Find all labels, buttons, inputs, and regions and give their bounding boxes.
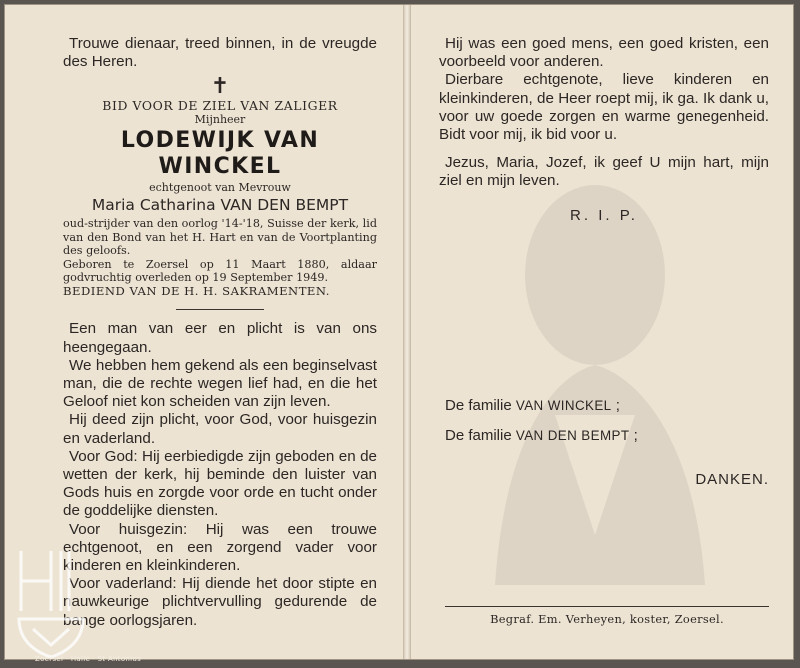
spouse-name: Maria Catharina VAN DEN BEMPT [91, 196, 349, 215]
divider [176, 309, 264, 310]
prayer-line: BID VOOR DE ZIEL VAN ZALIGER [102, 98, 338, 114]
paragraph: Jezus, Maria, Jozef, ik geef U mijn hart, mijn ziel en mijn leven. [439, 154, 769, 190]
bottom-rule [445, 606, 769, 607]
family-line-2 [445, 427, 638, 445]
collection-caption: Zoersel · Halle · St Antonius [35, 655, 142, 663]
family-name: VAN DEN BEMPT [515, 428, 630, 443]
deceased-name: LODEWIJK VAN WINCKEL [120, 128, 320, 180]
paragraph: Hij deed zijn plicht, voor God, voor huisgezin en vaderland. [63, 411, 377, 447]
family-prefix: De familie [445, 397, 512, 414]
birth-death: Geboren te Zoersel op 11 Maart 1880, aldaar godvruchtig overleden op 19 September 1949. [63, 257, 377, 285]
cross-icon: ✝ [210, 74, 230, 100]
paragraph: Voor God: Hij eerbiedigde zijn geboden en de wetten der kerk, hij beminde den luister van Gods huis en zorgde voor orde en tucht onder de goddelijke diensten. [63, 447, 377, 520]
family-suffix: ; [633, 427, 638, 444]
collection-logo [11, 541, 89, 661]
family-line-1 [445, 397, 620, 415]
paragraph: Voor vaderland: Hij diende het door stipte en nauwkeurige plichtvervulling gedurende de bange oorlogsjaren. [63, 575, 377, 629]
paragraph: We hebben hem gekend als een beginselvast man, die de rechte wegen lief had, en die het Geloof niet kon scheiden van zijn leven. [63, 356, 377, 411]
memorial-card [4, 4, 794, 663]
intro-text: Trouwe dienaar, treed binnen, in de vreugde des Heren. [63, 35, 377, 71]
thanks-text: DANKEN. [695, 471, 769, 488]
spouse-intro: echtgenoot van Mevrouw [149, 181, 291, 195]
biography: oud-strijder van den oorlog '14-'18, Suisse der kerk, lid van den Bond van het H. Hart en van de Voortplanting des geloofs. [63, 217, 377, 258]
paragraph: Een man van eer en plicht is van ons heengegaan. [63, 320, 377, 356]
family-suffix: ; [615, 397, 620, 414]
burial-credit: Begraf. Em. Verheyen, koster, Zoersel. [490, 612, 724, 626]
family-prefix: De familie [445, 427, 512, 444]
rip-text: R. I. P. [570, 206, 638, 224]
sacraments-line: BEDIEND VAN DE H. H. SAKRAMENTEN. [63, 284, 330, 299]
right-panel [409, 5, 795, 659]
honorific: Mijnheer [194, 113, 246, 127]
paragraph: Voor huisgezin: Hij was een trouwe echtgenoot, en een zorgend vader voor kinderen en kleinkinderen. [63, 520, 377, 575]
family-name: VAN WINCKEL [515, 398, 612, 413]
paragraph: Dierbare echtgenote, lieve kinderen en kleinkinderen, de Heer roept mij, ik ga. Ik dank u, voor uw goede zorgen en warme genegenheid. Bidt voor mij, ik bid voor u. [439, 71, 769, 144]
paragraph: Hij was een goed mens, een goed kristen, een voorbeeld voor anderen. [439, 35, 769, 71]
